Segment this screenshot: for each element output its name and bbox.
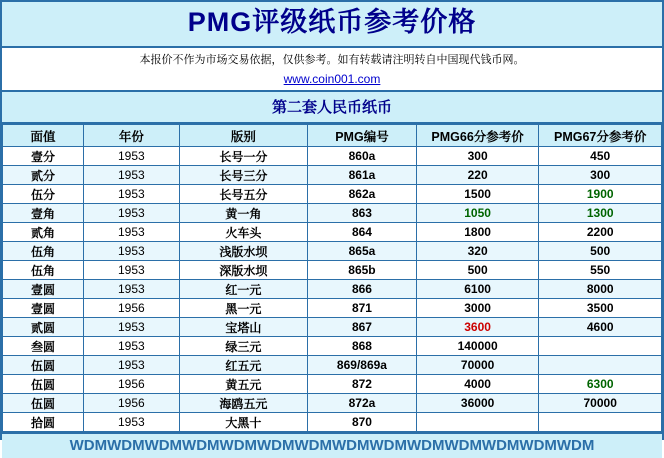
column-header-pmg67-price: PMG67分参考价 bbox=[539, 125, 662, 147]
table-cell: 1953 bbox=[84, 242, 180, 261]
table-cell: 869/869a bbox=[308, 356, 417, 375]
table-cell: 300 bbox=[539, 166, 662, 185]
table-cell: 6100 bbox=[416, 280, 539, 299]
column-header-denomination: 面值 bbox=[3, 125, 84, 147]
table-cell: 拾圆 bbox=[3, 413, 84, 432]
table-cell: 1953 bbox=[84, 185, 180, 204]
table-cell: 864 bbox=[308, 223, 417, 242]
column-header-version: 版别 bbox=[179, 125, 308, 147]
table-row bbox=[3, 299, 662, 318]
table-row bbox=[3, 375, 662, 394]
table-cell: 861a bbox=[308, 166, 417, 185]
table-cell: 贰分 bbox=[3, 166, 84, 185]
table-cell: 1956 bbox=[84, 375, 180, 394]
table-cell: 1500 bbox=[416, 185, 539, 204]
table-row bbox=[3, 318, 662, 337]
footer-watermark: WDMWDMWDMWDMWDMWDMWDMWDMWDMWDMWDMWDMWDMWDM bbox=[2, 432, 662, 458]
table-cell: 872a bbox=[308, 394, 417, 413]
table-row bbox=[3, 147, 662, 166]
website-link[interactable]: www.coin001.com bbox=[283, 71, 381, 86]
table-cell: 865b bbox=[308, 261, 417, 280]
table-cell: 1800 bbox=[416, 223, 539, 242]
table-row bbox=[3, 337, 662, 356]
table-cell: 长号五分 bbox=[179, 185, 308, 204]
table-body bbox=[3, 147, 662, 432]
table-cell: 8000 bbox=[539, 280, 662, 299]
table-cell: 320 bbox=[416, 242, 539, 261]
table-cell: 865a bbox=[308, 242, 417, 261]
table-cell: 450 bbox=[539, 147, 662, 166]
table-cell: 36000 bbox=[416, 394, 539, 413]
table-cell: 长号三分 bbox=[179, 166, 308, 185]
table-cell: 500 bbox=[416, 261, 539, 280]
table-cell: 大黑十 bbox=[179, 413, 308, 432]
table-cell: 300 bbox=[416, 147, 539, 166]
table-cell: 浅版水坝 bbox=[179, 242, 308, 261]
table-cell: 1956 bbox=[84, 394, 180, 413]
table-cell: 872 bbox=[308, 375, 417, 394]
table-cell: 220 bbox=[416, 166, 539, 185]
table-header-row bbox=[3, 125, 662, 147]
table-cell: 1953 bbox=[84, 337, 180, 356]
table-cell: 1956 bbox=[84, 299, 180, 318]
table-cell: 壹圆 bbox=[3, 299, 84, 318]
table-row bbox=[3, 394, 662, 413]
table-cell: 1953 bbox=[84, 166, 180, 185]
column-header-year: 年份 bbox=[84, 125, 180, 147]
table-cell: 叁圆 bbox=[3, 337, 84, 356]
notice-text: 本报价不作为市场交易依据，仅供参考。如有转载请注明转自中国现代钱币网。 bbox=[139, 53, 525, 66]
table-cell: 贰角 bbox=[3, 223, 84, 242]
table-row bbox=[3, 166, 662, 185]
table-cell: 伍分 bbox=[3, 185, 84, 204]
column-header-pmg-number: PMG编号 bbox=[308, 125, 417, 147]
table-cell: 868 bbox=[308, 337, 417, 356]
table-cell: 伍角 bbox=[3, 261, 84, 280]
table-cell: 1050 bbox=[416, 204, 539, 223]
table-cell: 862a bbox=[308, 185, 417, 204]
table-row bbox=[3, 204, 662, 223]
table-cell: 黄五元 bbox=[179, 375, 308, 394]
table-cell: 火车头 bbox=[179, 223, 308, 242]
table-cell bbox=[539, 337, 662, 356]
table-cell: 867 bbox=[308, 318, 417, 337]
table-cell: 6300 bbox=[539, 375, 662, 394]
table-cell: 1900 bbox=[539, 185, 662, 204]
table-row bbox=[3, 413, 662, 432]
table-cell: 4000 bbox=[416, 375, 539, 394]
table-cell: 宝塔山 bbox=[179, 318, 308, 337]
table-cell: 绿三元 bbox=[179, 337, 308, 356]
table-cell: 1953 bbox=[84, 261, 180, 280]
table-cell: 黄一角 bbox=[179, 204, 308, 223]
table-cell: 1953 bbox=[84, 147, 180, 166]
table-cell: 长号一分 bbox=[179, 147, 308, 166]
table-cell: 伍角 bbox=[3, 242, 84, 261]
table-cell: 871 bbox=[308, 299, 417, 318]
table-cell: 1953 bbox=[84, 280, 180, 299]
table-cell: 4600 bbox=[539, 318, 662, 337]
table-cell bbox=[539, 356, 662, 375]
table-row bbox=[3, 280, 662, 299]
table-cell: 壹圆 bbox=[3, 280, 84, 299]
table-cell: 2200 bbox=[539, 223, 662, 242]
table-cell: 3000 bbox=[416, 299, 539, 318]
table-cell: 红五元 bbox=[179, 356, 308, 375]
table-cell: 70000 bbox=[416, 356, 539, 375]
title-bar bbox=[2, 2, 662, 48]
table-cell: 500 bbox=[539, 242, 662, 261]
table-row bbox=[3, 223, 662, 242]
table-cell: 1953 bbox=[84, 223, 180, 242]
section-title: 第二套人民币纸币 bbox=[2, 90, 662, 124]
table-cell: 863 bbox=[308, 204, 417, 223]
table-cell: 860a bbox=[308, 147, 417, 166]
table-cell bbox=[539, 413, 662, 432]
table-cell: 70000 bbox=[539, 394, 662, 413]
table-cell: 伍圆 bbox=[3, 394, 84, 413]
table-cell: 1953 bbox=[84, 356, 180, 375]
table-row bbox=[3, 185, 662, 204]
table-cell: 870 bbox=[308, 413, 417, 432]
table-cell: 海鸥五元 bbox=[179, 394, 308, 413]
table-row bbox=[3, 261, 662, 280]
table-cell: 壹角 bbox=[3, 204, 84, 223]
table-cell: 伍圆 bbox=[3, 356, 84, 375]
notice-block bbox=[2, 48, 662, 90]
table-cell: 1953 bbox=[84, 204, 180, 223]
table-cell: 1300 bbox=[539, 204, 662, 223]
table-cell: 伍圆 bbox=[3, 375, 84, 394]
table-cell: 3500 bbox=[539, 299, 662, 318]
table-row bbox=[3, 242, 662, 261]
table-cell: 黑一元 bbox=[179, 299, 308, 318]
table-cell: 深版水坝 bbox=[179, 261, 308, 280]
table-cell: 1953 bbox=[84, 318, 180, 337]
table-cell: 贰圆 bbox=[3, 318, 84, 337]
table-cell: 140000 bbox=[416, 337, 539, 356]
column-header-pmg66-price: PMG66分参考价 bbox=[416, 125, 539, 147]
price-table bbox=[2, 124, 662, 432]
table-cell: 红一元 bbox=[179, 280, 308, 299]
table-cell: 866 bbox=[308, 280, 417, 299]
page-title: PMG评级纸币参考价格 bbox=[187, 7, 477, 37]
table-cell bbox=[416, 413, 539, 432]
table-row bbox=[3, 356, 662, 375]
table-cell: 壹分 bbox=[3, 147, 84, 166]
table-cell: 550 bbox=[539, 261, 662, 280]
table-cell: 1953 bbox=[84, 413, 180, 432]
table-cell: 3600 bbox=[416, 318, 539, 337]
